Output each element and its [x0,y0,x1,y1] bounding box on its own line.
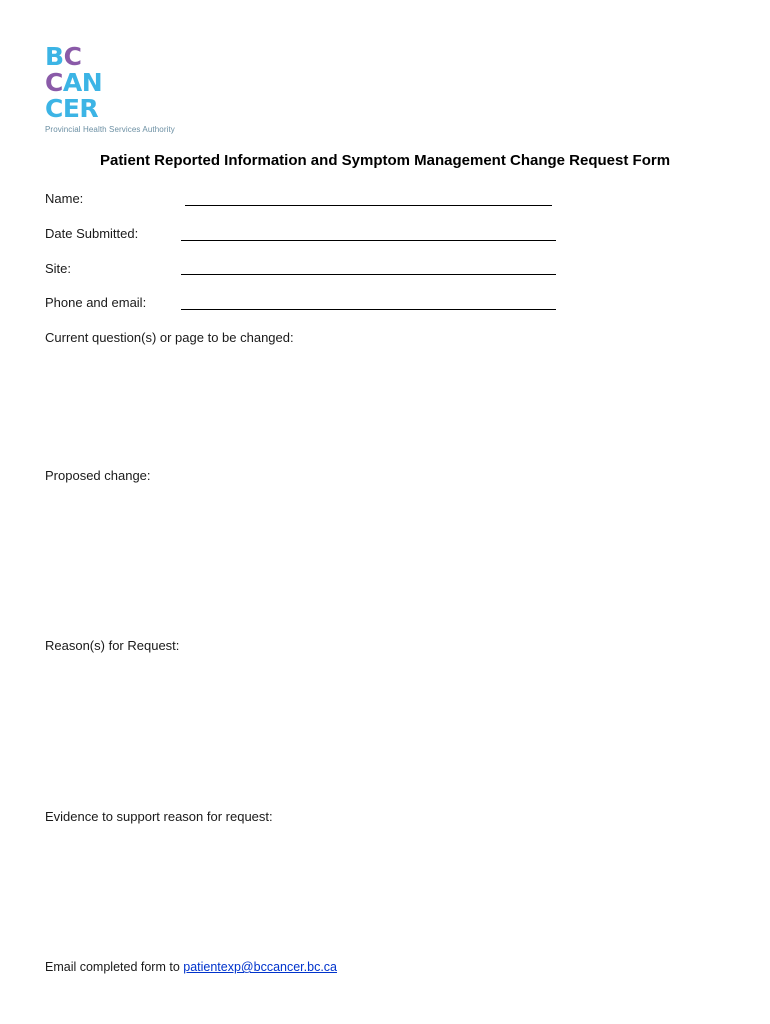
footer-instruction [45,960,337,974]
email-link[interactable]: patientexp@bccancer.bc.ca [183,960,338,974]
site-field[interactable] [181,274,556,275]
name-field[interactable] [185,205,552,206]
name-label: Name: [45,191,84,206]
current-question-label: Current question(s) or page to be changed: [45,330,294,345]
form-title: Patient Reported Information and Symptom Management Change Request Form [99,152,671,169]
date-submitted-field[interactable] [181,240,556,241]
logo-line-3 [45,96,225,122]
logo-tagline: Provincial Health Services Authority [45,125,175,134]
logo-an-letters: AN [62,68,103,97]
logo-line-2 [45,70,225,96]
footer-text: Email completed form to [45,960,184,974]
evidence-label: Evidence to support reason for request: [45,809,273,824]
logo-c2-letter: C [45,68,63,97]
logo-c-letter: C [63,42,82,71]
reasons-label: Reason(s) for Request: [45,638,180,653]
proposed-change-label: Proposed change: [45,468,151,483]
bc-cancer-logo [45,44,225,134]
logo-line-1 [45,44,225,70]
logo-b-letter: B [45,42,64,71]
date-submitted-label: Date Submitted: [45,226,139,241]
phone-email-label: Phone and email: [45,295,147,310]
phone-email-field[interactable] [181,309,556,310]
logo-cer-letters: CER [45,94,99,123]
site-label: Site: [45,261,72,276]
